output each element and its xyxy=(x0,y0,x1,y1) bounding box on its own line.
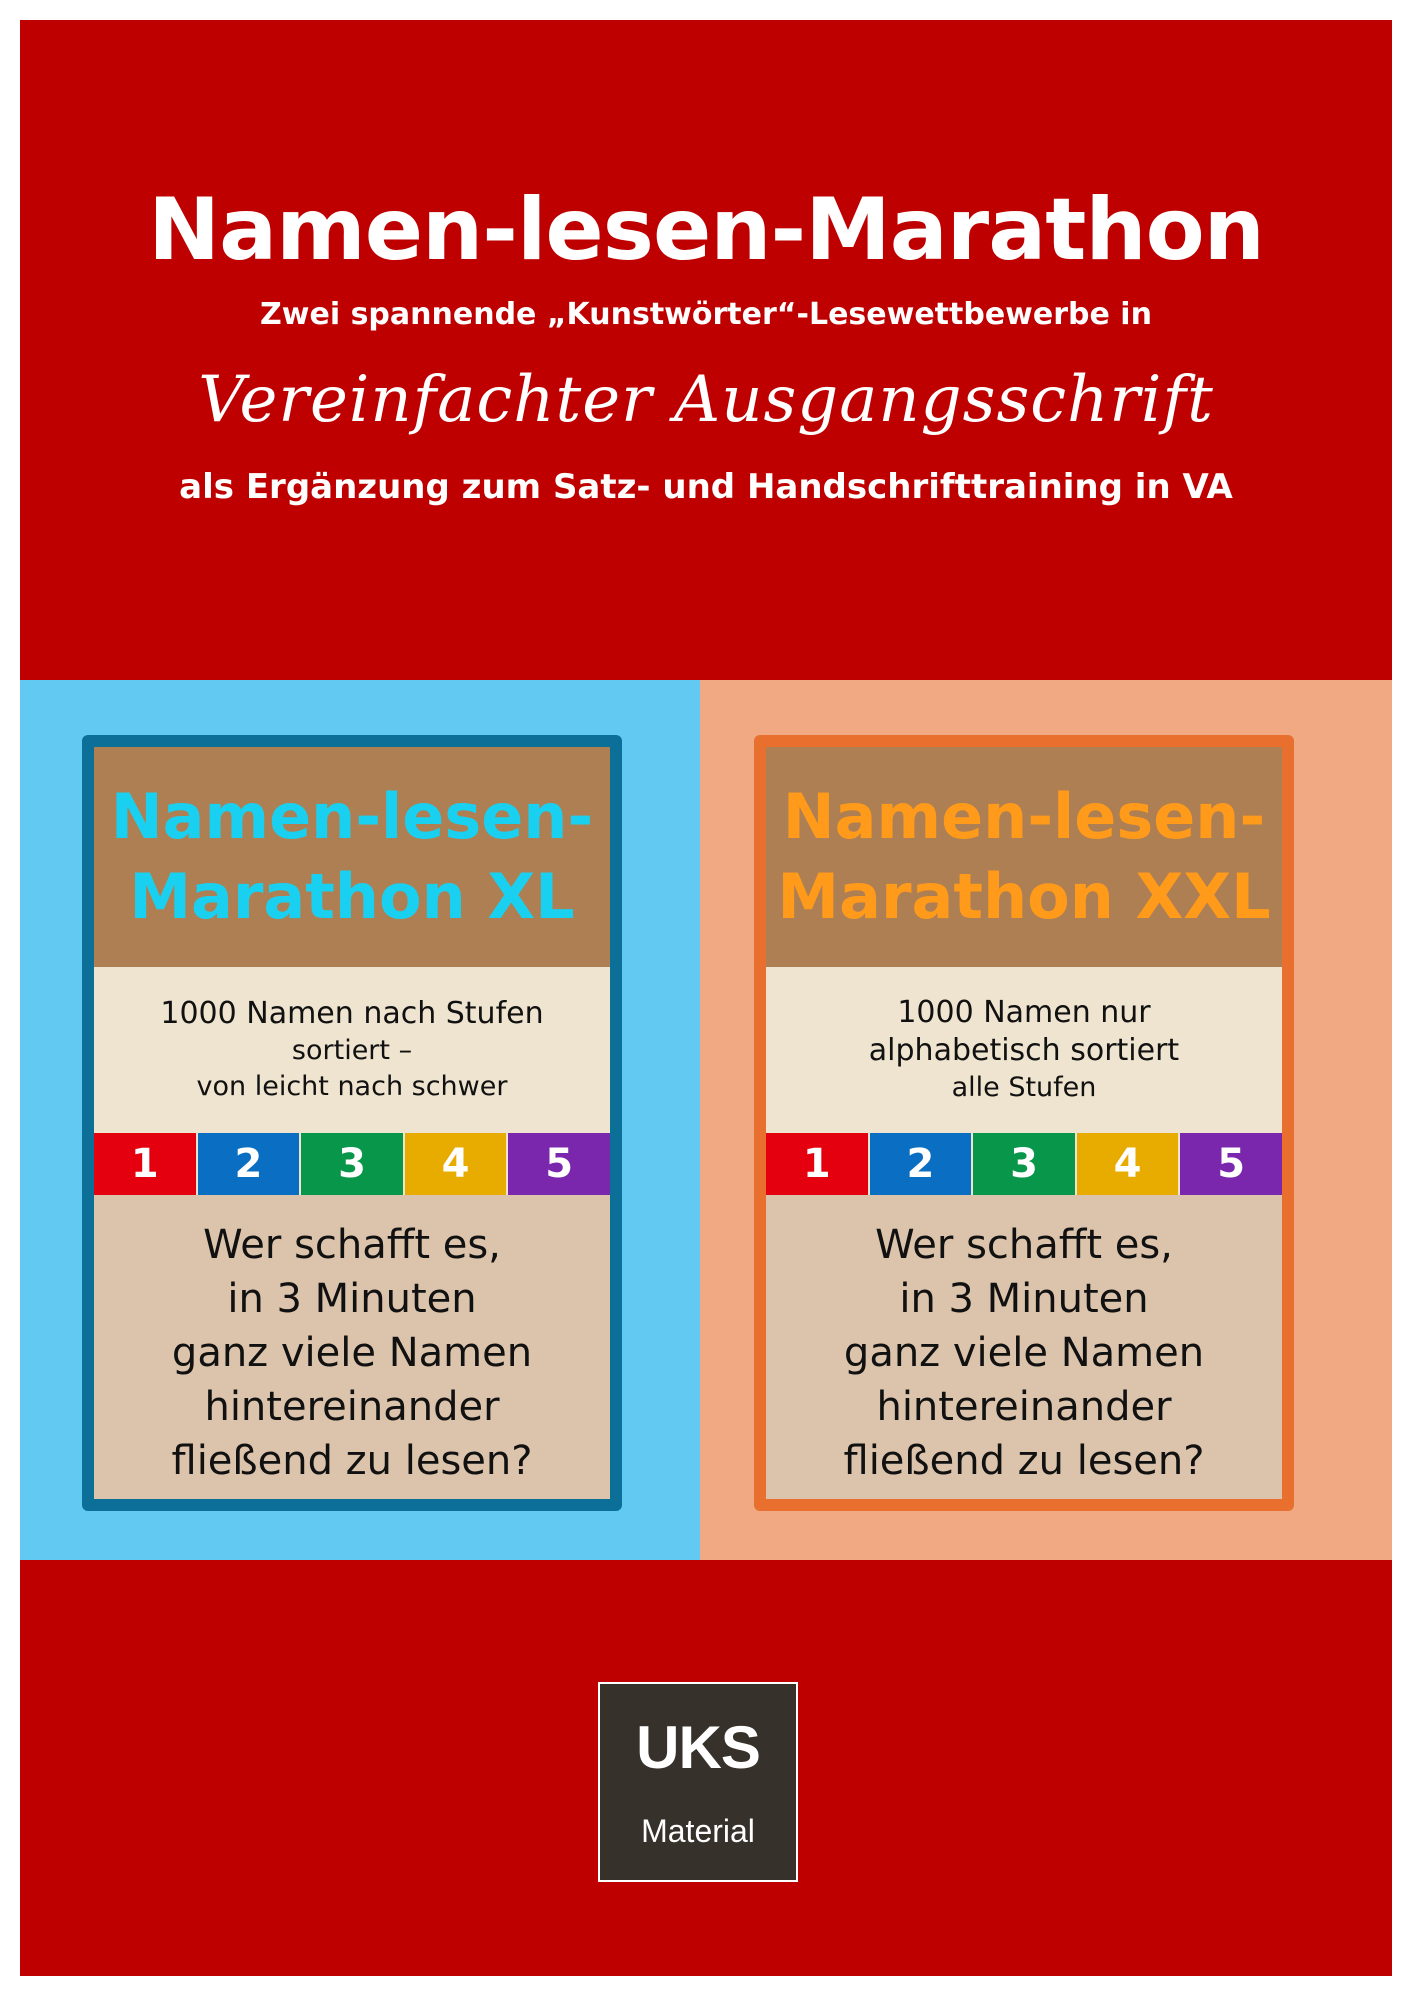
card-xxl-question-line5: fließend zu lesen? xyxy=(843,1438,1205,1484)
subtitle: Zwei spannende „Kunstwörter“-Lesewettbewerbe in xyxy=(260,297,1152,332)
card-xl-question-line4: hintereinander xyxy=(204,1384,500,1430)
cover-page xyxy=(20,20,1392,1976)
level-4-badge: 4 xyxy=(1077,1133,1181,1195)
card-xxl-question-line2: in 3 Minuten xyxy=(899,1276,1149,1322)
level-1-badge: 1 xyxy=(766,1133,870,1195)
card-xl-title-line2: Marathon XL xyxy=(129,860,575,933)
card-xl-question-line2: in 3 Minuten xyxy=(227,1276,477,1322)
card-xxl-description xyxy=(766,967,1282,1133)
level-3-badge: 3 xyxy=(301,1133,405,1195)
card-xxl-question xyxy=(766,1195,1282,1511)
card-xxl-desc-line2: alphabetisch sortiert xyxy=(868,1033,1180,1068)
card-xl-header xyxy=(94,747,610,967)
uks-material-logo xyxy=(598,1682,798,1882)
card-xl-description xyxy=(94,967,610,1133)
card-xl-levels xyxy=(94,1133,610,1195)
card-xxl-question-line1: Wer schafft es, xyxy=(875,1222,1173,1268)
card-xl-desc-line2: sortiert – xyxy=(291,1035,413,1066)
header-band xyxy=(20,20,1392,680)
level-3-badge: 3 xyxy=(973,1133,1077,1195)
card-xxl-title-line1: Namen-lesen- xyxy=(782,780,1266,853)
level-1-badge: 1 xyxy=(94,1133,198,1195)
subtitle-secondary: als Ergänzung zum Satz- und Handschrifttraining in VA xyxy=(179,467,1233,507)
level-5-badge: 5 xyxy=(508,1133,610,1195)
card-xxl-desc-line3: alle Stufen xyxy=(951,1072,1097,1103)
logo-text-bottom: Material xyxy=(641,1813,755,1849)
card-xxl-desc-line1: 1000 Namen nur xyxy=(897,995,1151,1030)
card-xl-question-line3: ganz viele Namen xyxy=(171,1330,533,1376)
script-heading: Vereinfachter Ausgangsschrift xyxy=(198,363,1214,437)
card-xl xyxy=(82,735,622,1511)
card-xl-question-line1: Wer schafft es, xyxy=(203,1222,501,1268)
card-xxl xyxy=(754,735,1294,1511)
level-5-badge: 5 xyxy=(1180,1133,1282,1195)
card-xxl-question-line3: ganz viele Namen xyxy=(843,1330,1205,1376)
card-xl-title-line1: Namen-lesen- xyxy=(110,780,594,853)
card-xl-question xyxy=(94,1195,610,1511)
card-xxl-levels xyxy=(766,1133,1282,1195)
card-xl-desc-line1: 1000 Namen nach Stufen xyxy=(160,996,544,1031)
card-xl-desc-line3: von leicht nach schwer xyxy=(196,1071,508,1102)
card-xxl-question-line4: hintereinander xyxy=(876,1384,1172,1430)
card-xxl-header xyxy=(766,747,1282,967)
level-2-badge: 2 xyxy=(870,1133,974,1195)
level-2-badge: 2 xyxy=(198,1133,302,1195)
card-xl-question-line5: fließend zu lesen? xyxy=(171,1438,533,1484)
level-4-badge: 4 xyxy=(405,1133,509,1195)
page-title: Namen-lesen-Marathon xyxy=(148,180,1264,280)
card-xxl-title-line2: Marathon XXL xyxy=(777,860,1271,933)
logo-text-top: UKS xyxy=(636,1714,760,1781)
